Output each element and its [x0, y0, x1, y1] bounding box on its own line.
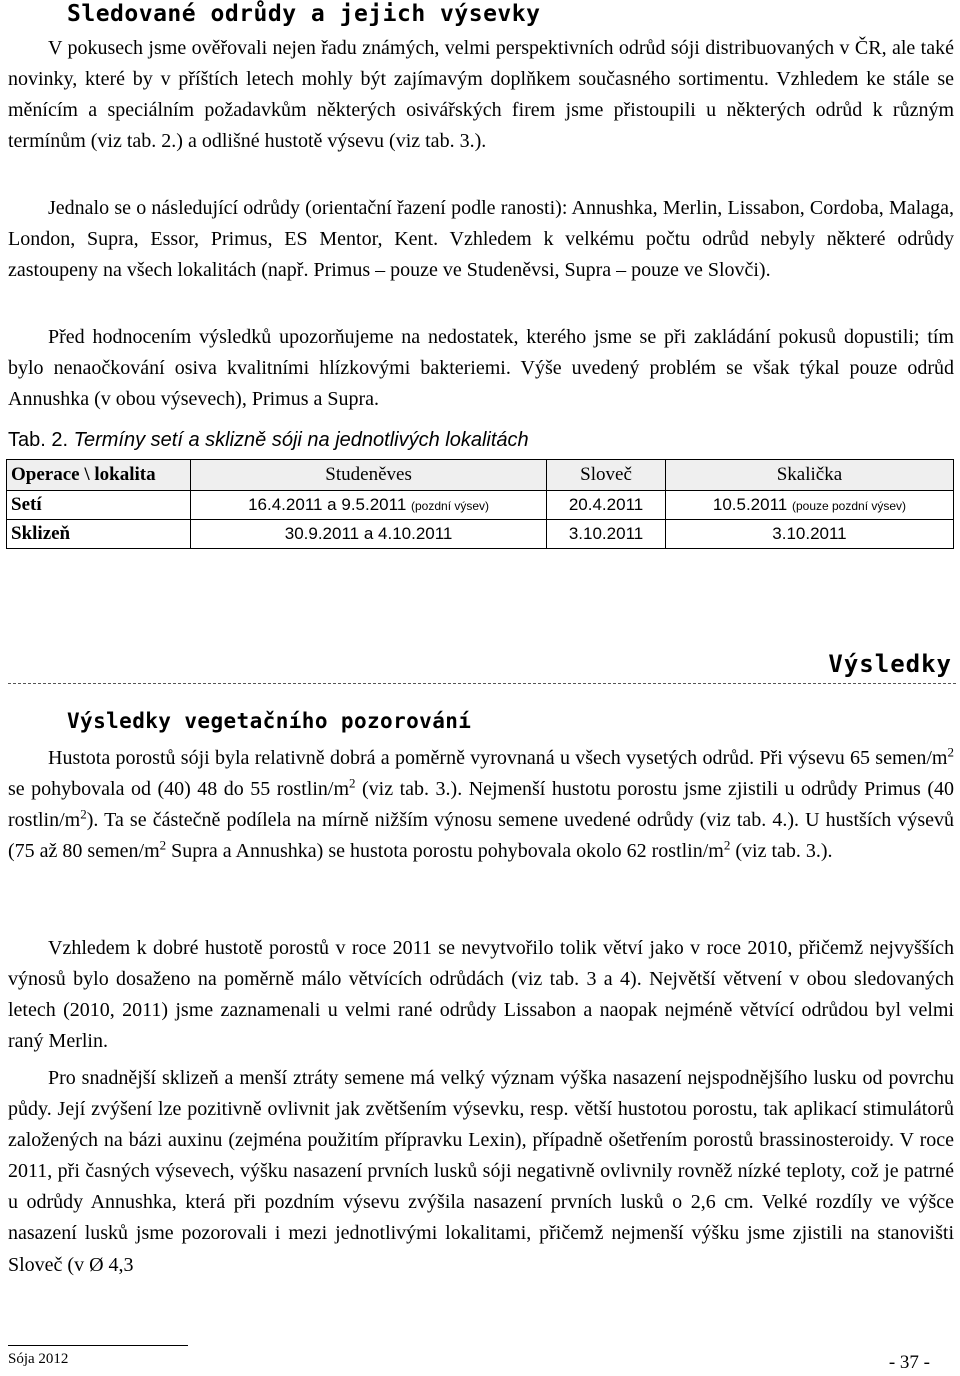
- text-run: ). Ta se částečně podílela na mírně nižším výnosu semene uvedené odrůdy (viz tab. 4.). U hustších výsevů (75 až 80 semen/m: [8, 809, 954, 863]
- text-run: se pohybovala od (40) 48 do 55 rostlin/m: [8, 778, 350, 801]
- row-label: Setí: [7, 491, 191, 520]
- sowing-harvest-table: [6, 459, 954, 549]
- table-cell: 3.10.2011: [665, 520, 953, 549]
- table-row: [7, 491, 954, 520]
- paragraph-pod-height: Pro snadnější sklizeň a menší ztráty semene má velký význam výška nasazení nejspodnějšího lusku od povrchu půdy. Její zvýšení lze pozitivně ovlivnit jak zvětšením výsevku, resp. větší hustotou porostu, tak aplikací stimulátorů založených na bázi auxinu (zejména použitím přípravku Lexin), případně ošetřením porostů brassinosteroidy. V roce 2011, při časných výsevech, výšku nasazení prvních lusků sóji negativně ovlivnily rovněž nízké teploty, což je patrné u odrůdy Annushka, která při pozdním výsevu zvýšila nasazení prvních lusků o 2,6 cm. Velké rozdíly ve výšce nasazení lusků jsme pozorovali i mezi jednotlivými lokalitami, přičemž nejmenší výšku jsme zjistili na stanovišti Sloveč (v Ø 4,3: [8, 1067, 954, 1276]
- paragraph-varieties-list: Jednalo se o následující odrůdy (orientační řazení podle ranosti): Annushka, Merlin, Lissabon, Cordoba, Malaga, London, Supra, Essor, Primus, ES Mentor, Kent. Vzhledem k velkému počtu odrůd nebyly některé odrůdy zastoupeny na všech lokalitách (např. Primus – pouze ve Studeněvsi, Supra – pouze ve Slovči).: [8, 197, 954, 282]
- table-number: Tab. 2.: [8, 429, 69, 451]
- table-cell: [191, 491, 547, 520]
- table-cell: 3.10.2011: [547, 520, 666, 549]
- section-title: Sledované odrůdy a jejich výsevky: [67, 1, 541, 27]
- table-cell: [665, 491, 953, 520]
- dashed-divider: [8, 683, 956, 684]
- table-header-cell: Studeněves: [191, 460, 547, 491]
- cell-value: 10.5.2011: [712, 495, 788, 514]
- page-number: - 37 -: [888, 1352, 930, 1373]
- paragraph-branching: Vzhledem k dobré hustotě porostů v roce 2011 se nevytvořilo tolik větví jako v roce 2010, přičemž nejvyšších výnosů bylo dosaženo na poměrně málo větvících odrůdách (viz tab. 3 a 4). Největší větvení v obou sledovaných letech (2010, 2011) jsme zaznamenali u velmi rané odrůdy Lissabon a naopak nejméně větvící odrůdou byl velmi raný Merlin.: [8, 937, 954, 1053]
- table-header-cell: Operace \ lokalita: [7, 460, 191, 491]
- footer-publication: Sója 2012: [8, 1351, 69, 1367]
- paragraph-inoculation-note: Před hodnocením výsledků upozorňujeme na nedostatek, kterého jsme se při zakládání pokusů dopustili; tím bylo nenaočkování osiva kvalitními hlízkovými bakteriemi. Výše uvedený problém se však týkal pouze odrůd Annushka (v obou výsevech), Primus a Supra.: [8, 326, 954, 411]
- results-subheading: Výsledky vegetačního pozorování: [67, 709, 472, 733]
- text-run: (viz tab. 3.). Nejmenší hustotu porostu jsme zjistili u odrůdy Primus (40 rostlin/m: [8, 778, 954, 832]
- cell-value: 16.4.2011 a 9.5.2011: [248, 495, 407, 514]
- text-run: Hustota porostů sóji byla relativně dobrá a poměrně vyrovnaná u všech vysetých odrůd. Při výsevu 65 semen/m: [48, 747, 948, 769]
- cell-note: (pozdní výsev): [411, 499, 490, 513]
- table-row: [7, 520, 954, 549]
- superscript: 2: [159, 837, 167, 853]
- results-heading: Výsledky: [828, 650, 952, 678]
- text-run: Supra a Annushka) se hustota porostu pohybovala okolo 62 rostlin/m: [166, 840, 724, 863]
- superscript: 2: [80, 806, 87, 822]
- table-header-cell: Sloveč: [547, 460, 666, 491]
- superscript: 2: [349, 775, 356, 791]
- table-cell: 30.9.2011 a 4.10.2011: [191, 520, 547, 549]
- table-caption: [8, 425, 529, 455]
- superscript: 2: [947, 744, 954, 760]
- table-header-row: [7, 460, 954, 491]
- paragraph-varieties-intro: V pokusech jsme ověřovali nejen řadu známých, velmi perspektivních odrůd sóji distribuovaných v ČR, ale také novinky, které by v příštích letech mohly být zajímavým doplňkem současného sortimentu. Vzhledem ke stále se měnícím a speciálním požadavkům některých osivářských firem jsme přistoupili u některých odrůd k různým termínům (viz tab. 2.) a odlišné hustotě výsevu (viz tab. 3.).: [8, 37, 954, 153]
- table-title: Termíny setí a sklizně sóji na jednotlivých lokalitách: [73, 429, 529, 451]
- table-header-cell: Skalička: [665, 460, 953, 491]
- footer-rule: [8, 1345, 188, 1346]
- table-cell: 20.4.2011: [547, 491, 666, 520]
- cell-note: (pouze pozdní výsev): [791, 499, 907, 513]
- paragraph-stand-density: [8, 743, 954, 867]
- row-label: Sklizeň: [7, 520, 191, 549]
- superscript: 2: [723, 837, 731, 853]
- text-run: (viz tab. 3.).: [730, 840, 833, 863]
